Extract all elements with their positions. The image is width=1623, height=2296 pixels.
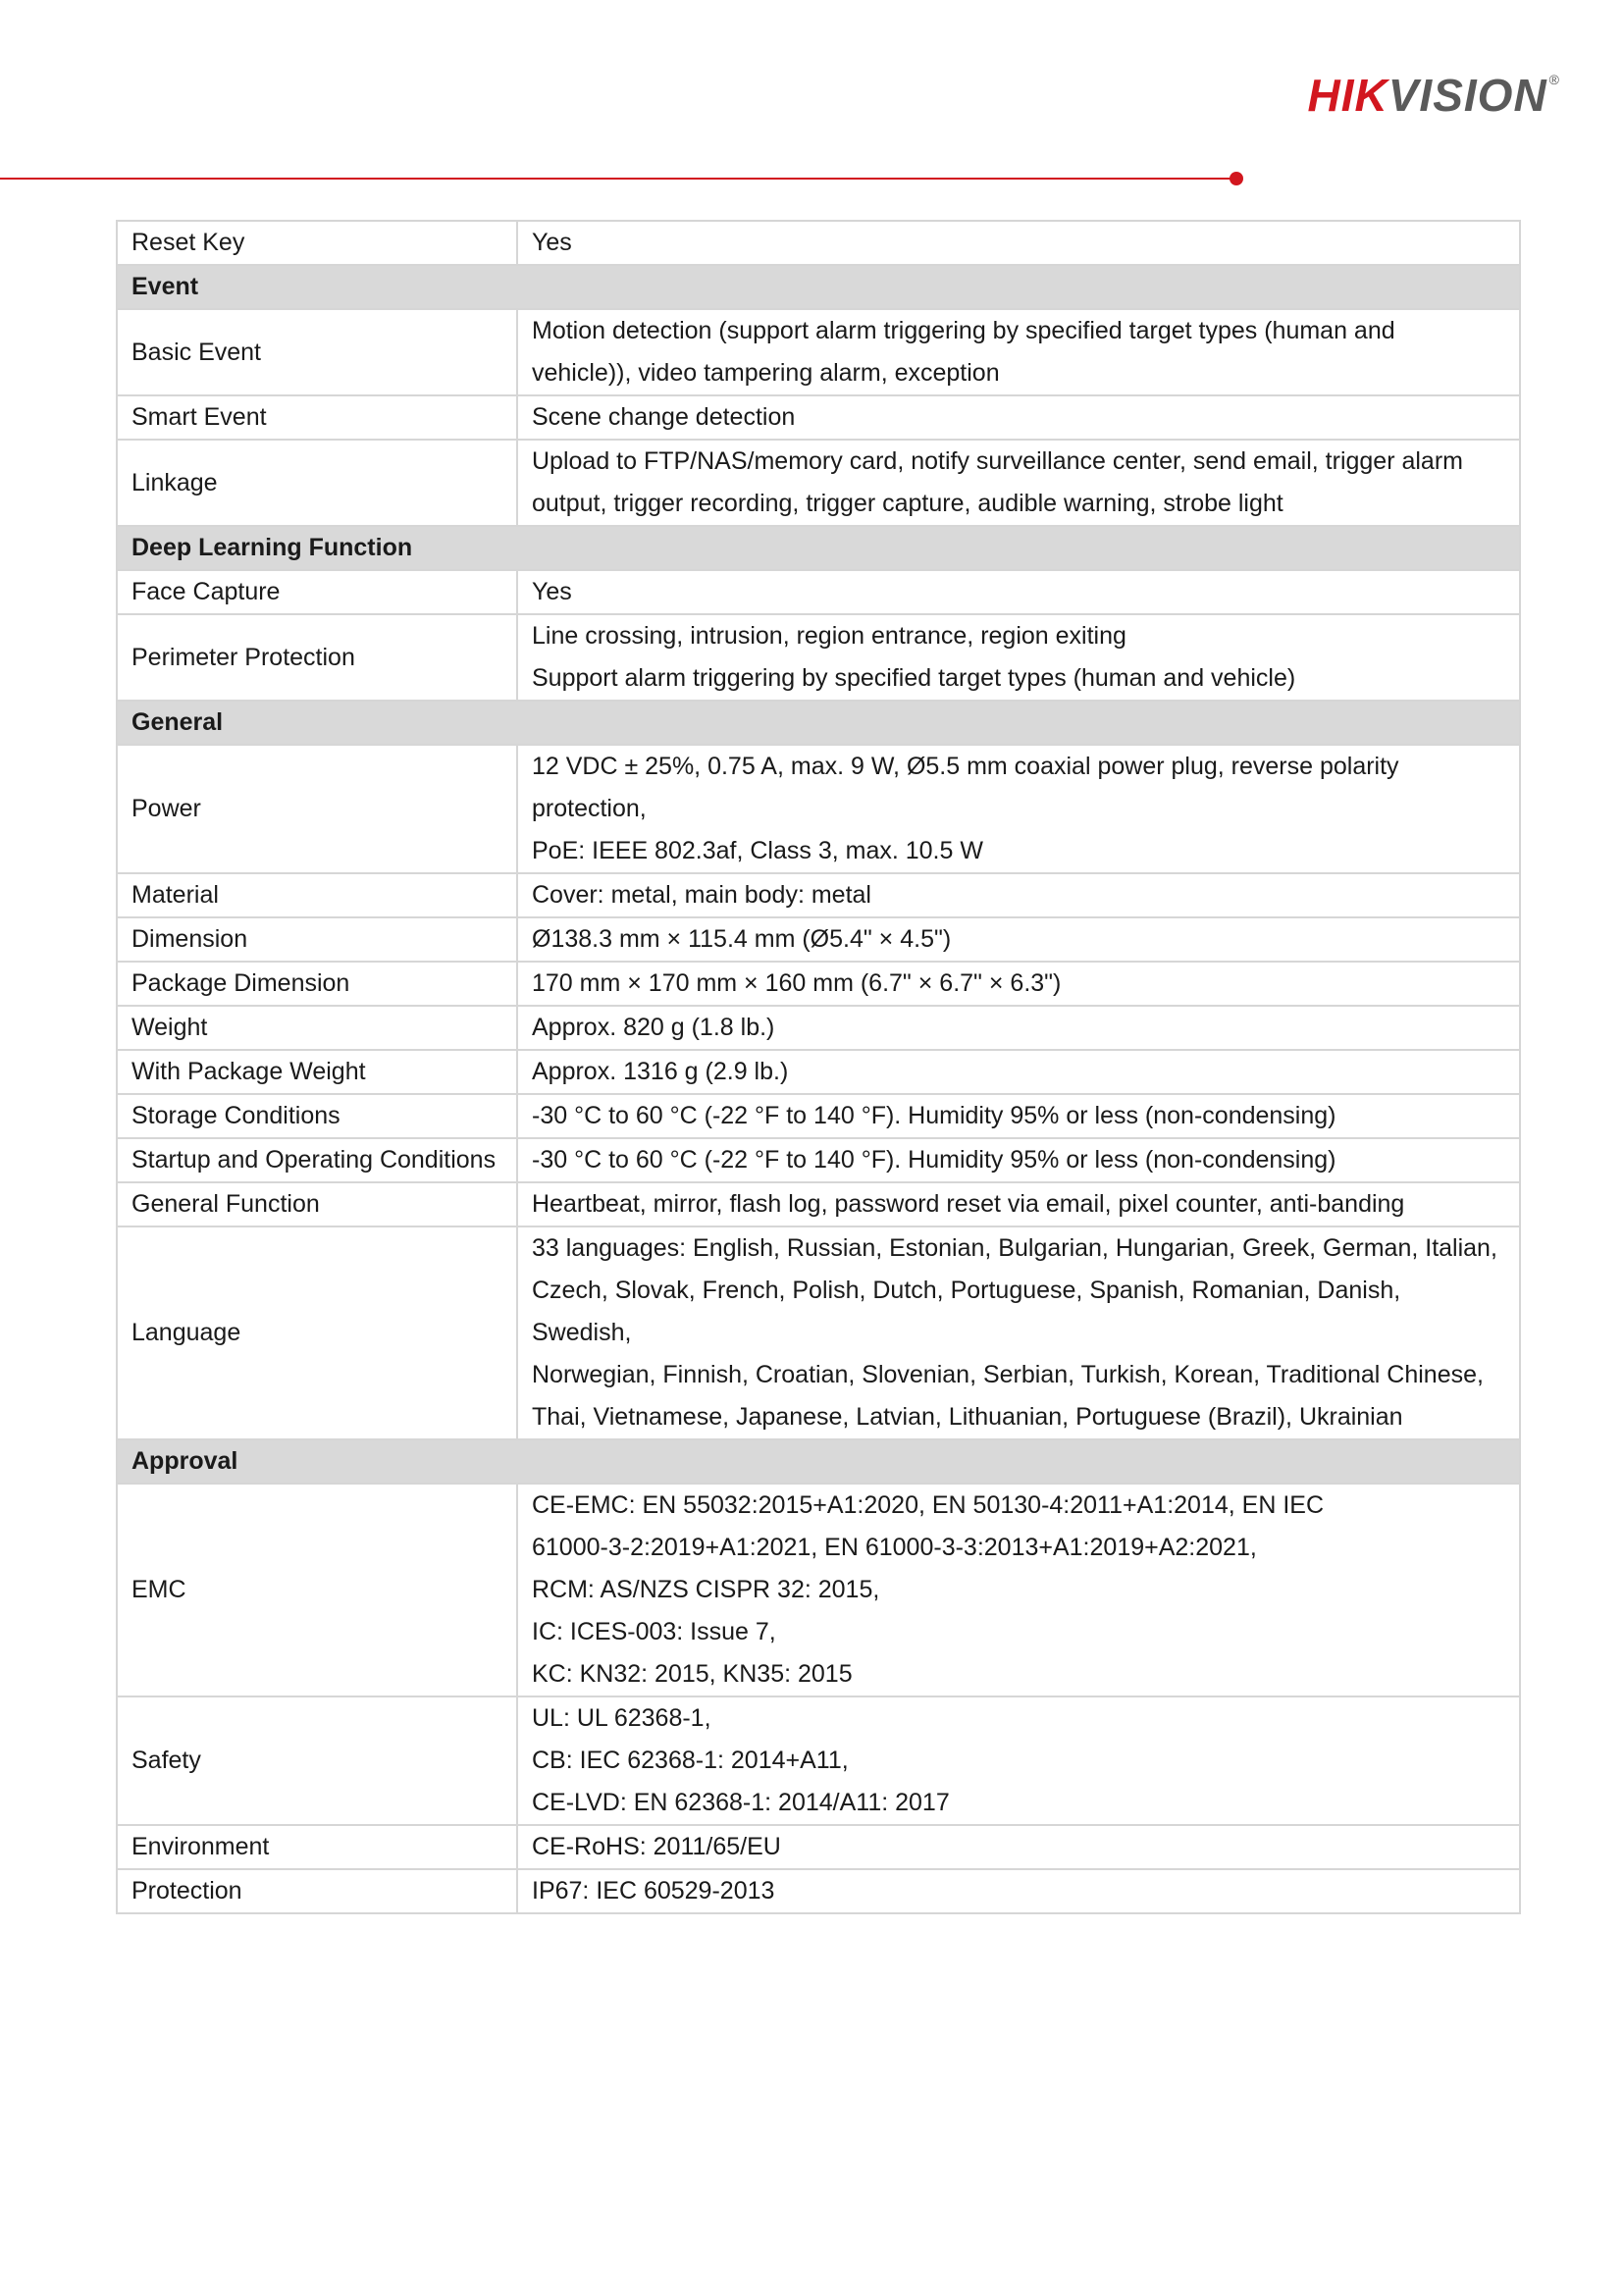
spec-value-line: Yes (532, 578, 572, 605)
spec-value (517, 745, 1520, 873)
spec-row (117, 1050, 1520, 1094)
spec-value (517, 221, 1520, 265)
spec-label: Weight (117, 1006, 517, 1050)
spec-value-line: UL: UL 62368-1, (532, 1704, 711, 1732)
spec-row (117, 962, 1520, 1006)
spec-value-line: CE-LVD: EN 62368-1: 2014/A11: 2017 (532, 1789, 950, 1816)
spec-value (517, 873, 1520, 917)
spec-row (117, 570, 1520, 614)
spec-label: Storage Conditions (117, 1094, 517, 1138)
section-header-row (117, 701, 1520, 745)
spec-row (117, 221, 1520, 265)
spec-value (517, 917, 1520, 962)
spec-value-line: Upload to FTP/NAS/memory card, notify surveillance center, send email, trigger alarm (532, 447, 1463, 475)
spec-row (117, 395, 1520, 440)
spec-label: Package Dimension (117, 962, 517, 1006)
spec-label: Smart Event (117, 395, 517, 440)
spec-label: Dimension (117, 917, 517, 962)
spec-label: Language (117, 1226, 517, 1439)
spec-label: Power (117, 745, 517, 873)
spec-value-line: Cover: metal, main body: metal (532, 881, 871, 909)
spec-value-line: 170 mm × 170 mm × 160 mm (6.7" × 6.7" × 6.3") (532, 969, 1062, 997)
spec-value-line: Heartbeat, mirror, flash log, password reset via email, pixel counter, anti-banding (532, 1190, 1405, 1218)
spec-label: Perimeter Protection (117, 614, 517, 701)
spec-value-line: CE-RoHS: 2011/65/EU (532, 1833, 781, 1860)
spec-value-line: CB: IEC 62368-1: 2014+A11, (532, 1747, 849, 1774)
spec-value (517, 1138, 1520, 1182)
specification-table (116, 220, 1521, 1914)
spec-value (517, 309, 1520, 395)
spec-value (517, 395, 1520, 440)
spec-value-line: Yes (532, 229, 572, 256)
spec-value (517, 1226, 1520, 1439)
spec-value-line: CE-EMC: EN 55032:2015+A1:2020, EN 50130-4:2011+A1:2014, EN IEC (532, 1491, 1324, 1519)
header-divider-dot (1230, 172, 1243, 185)
spec-value-line: Support alarm triggering by specified target types (human and vehicle) (532, 664, 1296, 692)
spec-value-line: -30 °C to 60 °C (-22 °F to 140 °F). Humidity 95% or less (non-condensing) (532, 1102, 1336, 1129)
spec-label: Basic Event (117, 309, 517, 395)
spec-value-line: Ø138.3 mm × 115.4 mm (Ø5.4" × 4.5") (532, 925, 952, 953)
spec-row (117, 1094, 1520, 1138)
spec-value-line: protection, (532, 795, 647, 822)
spec-value-line: Line crossing, intrusion, region entrance, region exiting (532, 622, 1126, 650)
spec-label: General Function (117, 1182, 517, 1226)
spec-value-line: Motion detection (support alarm triggering by specified target types (human and (532, 317, 1395, 344)
section-header-row (117, 1439, 1520, 1484)
spec-value (517, 1182, 1520, 1226)
spec-value-line: 61000-3-2:2019+A1:2021, EN 61000-3-3:2013+A1:2019+A2:2021, (532, 1534, 1257, 1561)
spec-label: Safety (117, 1696, 517, 1825)
spec-value-line: -30 °C to 60 °C (-22 °F to 140 °F). Humidity 95% or less (non-condensing) (532, 1146, 1336, 1174)
spec-value (517, 1006, 1520, 1050)
spec-row (117, 1825, 1520, 1869)
spec-value-line: Approx. 820 g (1.8 lb.) (532, 1014, 775, 1041)
spec-label: EMC (117, 1484, 517, 1696)
spec-value-line: Thai, Vietnamese, Japanese, Latvian, Lithuanian, Portuguese (Brazil), Ukrainian (532, 1403, 1403, 1431)
spec-value (517, 1094, 1520, 1138)
spec-label: Material (117, 873, 517, 917)
spec-label: Reset Key (117, 221, 517, 265)
logo-hik-text: HIK (1307, 70, 1388, 121)
spec-value-line: Approx. 1316 g (2.9 lb.) (532, 1058, 789, 1085)
spec-value (517, 614, 1520, 701)
section-header-row (117, 265, 1520, 309)
spec-value (517, 962, 1520, 1006)
spec-value (517, 440, 1520, 526)
spec-value (517, 1825, 1520, 1869)
spec-row (117, 614, 1520, 701)
spec-row (117, 1696, 1520, 1825)
spec-label: With Package Weight (117, 1050, 517, 1094)
spec-row (117, 917, 1520, 962)
spec-value-line: IP67: IEC 60529-2013 (532, 1877, 775, 1905)
spec-value-line: Czech, Slovak, French, Polish, Dutch, Portuguese, Spanish, Romanian, Danish, Swedish, (532, 1277, 1401, 1346)
spec-row (117, 440, 1520, 526)
spec-value-line: Scene change detection (532, 403, 796, 431)
spec-label: Linkage (117, 440, 517, 526)
spec-value-line: KC: KN32: 2015, KN35: 2015 (532, 1660, 853, 1688)
spec-value-line: output, trigger recording, trigger capture, audible warning, strobe light (532, 490, 1283, 517)
spec-row (117, 1226, 1520, 1439)
logo-vision-text: VISION (1387, 70, 1547, 121)
section-title: Approval (117, 1439, 1520, 1484)
header-divider-line (0, 178, 1230, 180)
spec-label: Environment (117, 1825, 517, 1869)
spec-row (117, 1006, 1520, 1050)
section-title: General (117, 701, 1520, 745)
section-title: Deep Learning Function (117, 526, 1520, 570)
spec-value-line: IC: ICES-003: Issue 7, (532, 1618, 776, 1645)
logo-registered-mark: ® (1548, 72, 1560, 87)
spec-row (117, 1869, 1520, 1913)
spec-value (517, 1696, 1520, 1825)
spec-value-line: 33 languages: English, Russian, Estonian, Bulgarian, Hungarian, Greek, German, Italian, (532, 1234, 1497, 1262)
section-title: Event (117, 265, 1520, 309)
spec-value (517, 1050, 1520, 1094)
spec-value-line: vehicle)), video tampering alarm, exception (532, 359, 1000, 387)
section-header-row (117, 526, 1520, 570)
spec-value (517, 570, 1520, 614)
spec-row (117, 1182, 1520, 1226)
hikvision-logo (1307, 70, 1561, 121)
spec-row (117, 1484, 1520, 1696)
spec-row (117, 1138, 1520, 1182)
spec-row (117, 873, 1520, 917)
spec-row (117, 745, 1520, 873)
spec-label: Face Capture (117, 570, 517, 614)
spec-value-line: PoE: IEEE 802.3af, Class 3, max. 10.5 W (532, 837, 983, 864)
spec-row (117, 309, 1520, 395)
spec-value (517, 1869, 1520, 1913)
spec-value-line: Norwegian, Finnish, Croatian, Slovenian, Serbian, Turkish, Korean, Traditional Chinese, (532, 1361, 1484, 1388)
spec-label: Protection (117, 1869, 517, 1913)
specification-table-body (117, 221, 1520, 1913)
spec-value (517, 1484, 1520, 1696)
spec-label: Startup and Operating Conditions (117, 1138, 517, 1182)
spec-value-line: RCM: AS/NZS CISPR 32: 2015, (532, 1576, 880, 1603)
spec-value-line: 12 VDC ± 25%, 0.75 A, max. 9 W, Ø5.5 mm coaxial power plug, reverse polarity (532, 753, 1399, 780)
